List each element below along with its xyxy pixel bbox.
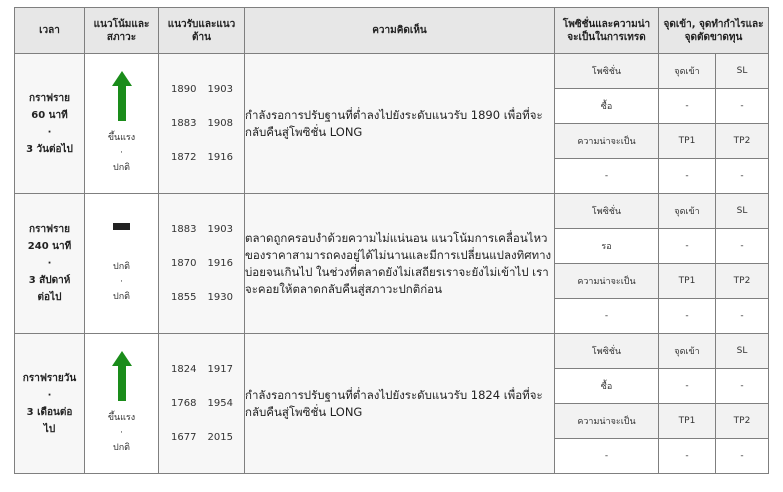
forecast-table [14,7,769,474]
position-label: โพซิชั่น [555,54,659,89]
tp2-value: - [716,159,769,194]
probability-value: - [555,159,659,194]
sr-level-row: 1677 2015 [171,432,233,443]
header-comment: ความคิดเห็น [245,8,555,54]
green-up-arrow-icon [112,351,132,401]
tp1-label: TP1 [659,404,716,439]
tp2-label: TP2 [716,124,769,159]
sr-level-row: 1855 1930 [171,292,233,303]
tp2-value: - [716,299,769,334]
support-resistance-cell [159,334,245,474]
header-row [15,8,769,54]
sl-label: SL [716,334,769,369]
comment-cell: กำลังรอการปรับฐานที่ต่ำลงไปยังระดับแนวรับ 1890 เพื่อที่จะกลับคืนสู่โพซิชั่น LONG [245,54,555,194]
tp2-label: TP2 [716,404,769,439]
position-value: ซื้อ [555,89,659,124]
trend-cell: ขึ้นแรง · ปกติ [85,54,159,194]
sr-level-row: 1890 1903 [171,84,233,95]
probability-value: - [555,439,659,474]
tp1-label: TP1 [659,124,716,159]
entry-label: จุดเข้า [659,334,716,369]
support-resistance-cell [159,194,245,334]
tp2-label: TP2 [716,264,769,299]
tp1-value: - [659,299,716,334]
entry-label: จุดเข้า [659,194,716,229]
header-position: โพซิชั่นและความน่า จะเป็นในการเทรด [555,8,659,54]
entry-value: - [659,89,716,124]
sr-level-row: 1768 1954 [171,398,233,409]
probability-label: ความน่าจะเป็น [555,264,659,299]
comment-cell: กำลังรอการปรับฐานที่ต่ำลงไปยังระดับแนวรับ 1824 เพื่อที่จะกลับคืนสู่โพซิชั่น LONG [245,334,555,474]
tp1-value: - [659,159,716,194]
sr-level-row: 1883 1903 [171,224,233,235]
probability-value: - [555,299,659,334]
probability-label: ความน่าจะเป็น [555,124,659,159]
header-entry-tp-sl: จุดเข้า, จุดทำกำไรและ จุดตัดขาดทุน [659,8,769,54]
time-cell: กราฟราย 60 นาที · 3 วันต่อไป [15,54,85,194]
support-resistance-cell [159,54,245,194]
table-row [15,334,769,369]
tp1-label: TP1 [659,264,716,299]
sl-label: SL [716,54,769,89]
tp2-value: - [716,439,769,474]
trend-cell: ปกติ · ปกติ [85,194,159,334]
sl-value: - [716,229,769,264]
comment-cell: ตลาดถูกครอบงำด้วยความไม่แน่นอน แนวโน้มการเคลื่อนไหวของราคาสามารถคงอยู่ได้ไม่นานและมีการเปลี่ยนแปลงทิศทางบ่อยจนเกินไป ในช่วงที่ตลาดยังไม่เสถียรเราจะยังไม่เข้าไป เราจะคอยให้ตลาดกลับคืนสู่สภาวะปกติก่อน [245,194,555,334]
position-value: รอ [555,229,659,264]
header-support-resistance: แนวรับและแนว ต้าน [159,8,245,54]
entry-value: - [659,229,716,264]
header-time: เวลา [15,8,85,54]
table-row [15,54,769,89]
sr-level-row: 1870 1916 [171,258,233,269]
entry-value: - [659,369,716,404]
sr-level-row: 1824 1917 [171,364,233,375]
trend-cell: ขึ้นแรง · ปกติ [85,334,159,474]
dash-icon [113,223,130,230]
sr-level-row: 1872 1916 [171,152,233,163]
header-trend: แนวโน้มและ สภาวะ [85,8,159,54]
position-label: โพซิชั่น [555,334,659,369]
entry-label: จุดเข้า [659,54,716,89]
table-row [15,194,769,229]
position-label: โพซิชั่น [555,194,659,229]
sl-value: - [716,89,769,124]
tp1-value: - [659,439,716,474]
time-cell: กราฟราย 240 นาที · 3 สัปดาห์ ต่อไป [15,194,85,334]
sl-label: SL [716,194,769,229]
time-cell: กราฟรายวัน · 3 เดือนต่อ ไป [15,334,85,474]
probability-label: ความน่าจะเป็น [555,404,659,439]
position-value: ซื้อ [555,369,659,404]
sr-level-row: 1883 1908 [171,118,233,129]
green-up-arrow-icon [112,71,132,121]
sl-value: - [716,369,769,404]
